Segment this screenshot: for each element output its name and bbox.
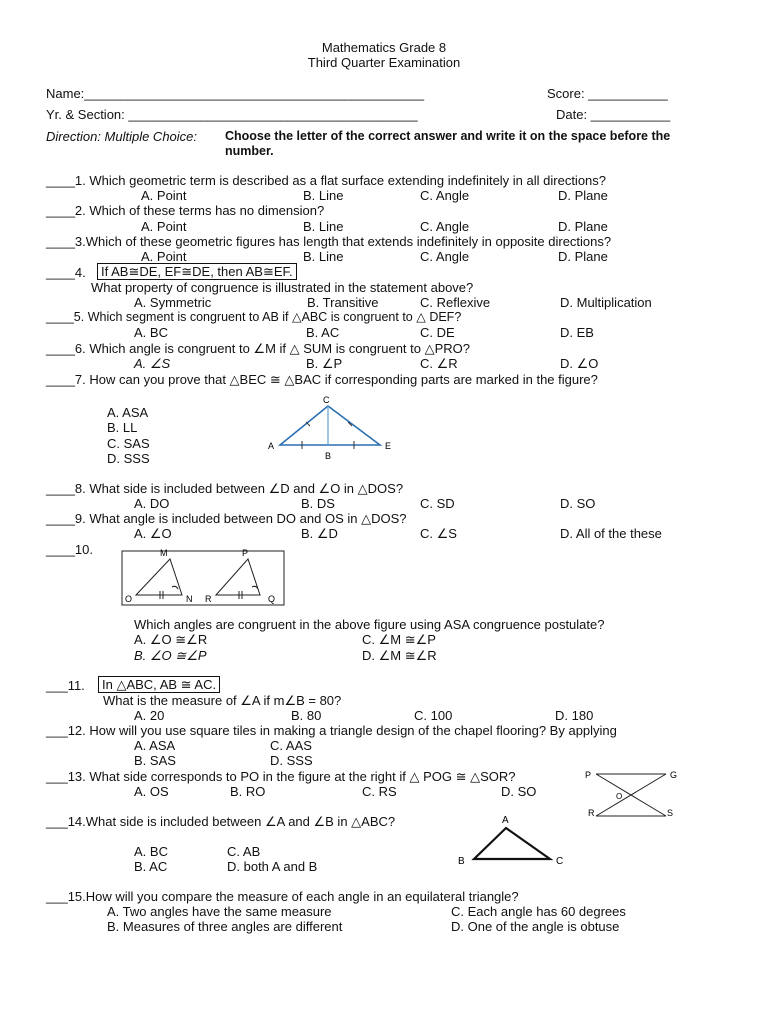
q7-choice-b: B. LL bbox=[107, 420, 138, 435]
direction-label: Direction: Multiple Choice: bbox=[46, 129, 198, 144]
q13-choice-a: A. OS bbox=[134, 784, 169, 799]
q13-label-p: P bbox=[585, 770, 592, 780]
q11-stem: What is the measure of ∠A if m∠B = 80? bbox=[103, 693, 342, 708]
q10-stem: Which angles are congruent in the above figure using ASA congruence postulate? bbox=[134, 617, 605, 632]
exam-subtitle: Third Quarter Examination bbox=[307, 55, 461, 70]
q3-choice-c: C. Angle bbox=[420, 249, 470, 264]
q7-stem: ____7. How can you prove that △BEC ≅ △BAC if corresponding parts are marked in the figure? bbox=[46, 372, 598, 387]
q10-choice-a: A. ∠O ≅∠R bbox=[134, 632, 208, 647]
q12-choice-c: C. AAS bbox=[270, 738, 312, 753]
q6-choice-d: D. ∠O bbox=[560, 356, 599, 371]
q10-choice-d: D. ∠M ≅∠R bbox=[362, 648, 437, 663]
score-field: Score: ___________ bbox=[547, 86, 668, 101]
section-field: Yr. & Section: ________________________________________ bbox=[46, 107, 418, 122]
q15-choice-b: B. Measures of three angles are different bbox=[107, 919, 343, 934]
q4-choice-a: A. Symmetric bbox=[134, 295, 212, 310]
q6-choice-a: A. ∠S bbox=[134, 356, 171, 371]
q14-label-a: A bbox=[502, 815, 509, 826]
q11-choice-a: A. 20 bbox=[134, 708, 165, 723]
q6-choice-b: B. ∠P bbox=[306, 356, 343, 371]
q14-choice-d: D. both A and B bbox=[227, 859, 318, 874]
q3-stem: ____3.Which of these geometric figures has length that extends indefinitely in opposite directions? bbox=[46, 234, 612, 249]
q4-statement-box: If AB≅DE, EF≅DE, then AB≅EF. bbox=[97, 263, 297, 280]
q14-choice-c: C. AB bbox=[227, 844, 261, 859]
q7-triangle-figure bbox=[262, 393, 402, 465]
q10-label-m: M bbox=[160, 548, 168, 558]
q5-stem: ____5. Which segment is congruent to AB if △ABC is congruent to △ DEF? bbox=[46, 310, 462, 324]
q15-choice-a: A. Two angles have the same measure bbox=[107, 904, 332, 919]
name-field: Name:_______________________________________________ bbox=[46, 86, 425, 101]
q10-choice-b: B. ∠O ≅∠P bbox=[134, 648, 207, 663]
q11-statement-box: In △ABC, AB ≅ AC. bbox=[98, 676, 220, 693]
q5-choice-d: D. EB bbox=[560, 325, 594, 340]
q13-choice-d: D. SO bbox=[501, 784, 537, 799]
q15-choice-c: C. Each angle has 60 degrees bbox=[451, 904, 626, 919]
q7-choice-c: C. SAS bbox=[107, 436, 150, 451]
q12-choice-a: A. ASA bbox=[134, 738, 176, 753]
q14-choice-a: A. BC bbox=[134, 844, 168, 859]
q13-choice-b: B. RO bbox=[230, 784, 266, 799]
q10-choice-c: C. ∠M ≅∠P bbox=[362, 632, 436, 647]
q13-label-r: R bbox=[588, 808, 595, 818]
q4-choice-c: C. Reflexive bbox=[420, 295, 491, 310]
q7-label-c: C bbox=[323, 395, 330, 405]
q9-choice-b: B. ∠D bbox=[301, 526, 338, 541]
q13-label-o: O bbox=[616, 792, 623, 801]
q5-choice-c: C. DE bbox=[420, 325, 455, 340]
q13-label-g: G bbox=[670, 770, 678, 780]
q8-stem: ____8. What side is included between ∠D and ∠O in △DOS? bbox=[46, 481, 404, 496]
q2-choice-a: A. Point bbox=[141, 219, 187, 234]
q12-stem: ___12. How will you use square tiles in making a triangle design of the chapel flooring? By applying bbox=[46, 723, 617, 738]
q6-choice-c: C. ∠R bbox=[420, 356, 458, 371]
q1-choice-b: B. Line bbox=[303, 188, 344, 203]
q7-label-e: E bbox=[385, 441, 392, 451]
q3-choice-a: A. Point bbox=[141, 249, 187, 264]
q3-choice-b: B. Line bbox=[303, 249, 344, 264]
q4-stem: What property of congruence is illustrated in the statement above? bbox=[91, 280, 474, 295]
q1-choice-d: D. Plane bbox=[558, 188, 608, 203]
q10-number: ____10. bbox=[46, 542, 93, 557]
q13-choice-c: C. RS bbox=[362, 784, 397, 799]
q6-stem: ____6. Which angle is congruent to ∠M if △ SUM is congruent to △PRO? bbox=[46, 341, 471, 356]
q9-choice-c: C. ∠S bbox=[420, 526, 457, 541]
q10-label-p: P bbox=[242, 548, 249, 558]
q4-choice-d: D. Multiplication bbox=[560, 295, 652, 310]
q8-choice-c: C. SD bbox=[420, 496, 455, 511]
q11-choice-c: C. 100 bbox=[414, 708, 453, 723]
q2-choice-b: B. Line bbox=[303, 219, 344, 234]
q10-label-r: R bbox=[205, 594, 212, 604]
q12-choice-b: B. SAS bbox=[134, 753, 176, 768]
q14-triangle-figure bbox=[456, 812, 576, 870]
q2-stem: ____2. Which of these terms has no dimension? bbox=[46, 203, 325, 218]
direction-text-line1: Choose the letter of the correct answer and write it on the space before the bbox=[225, 129, 671, 143]
q13-stem: ___13. What side corresponds to PO in the figure at the right if △ POG ≅ △SOR? bbox=[46, 769, 516, 784]
q14-label-c: C bbox=[556, 856, 564, 867]
q1-choice-c: C. Angle bbox=[420, 188, 470, 203]
q9-choice-a: A. ∠O bbox=[134, 526, 172, 541]
q8-choice-d: D. SO bbox=[560, 496, 596, 511]
q4-choice-b: B. Transitive bbox=[307, 295, 379, 310]
q11-number: ___11. bbox=[46, 678, 85, 693]
q3-choice-d: D. Plane bbox=[558, 249, 608, 264]
q11-choice-b: B. 80 bbox=[291, 708, 322, 723]
direction-text-line2: number. bbox=[225, 144, 274, 158]
q10-label-n: N bbox=[186, 594, 193, 604]
q2-choice-d: D. Plane bbox=[558, 219, 608, 234]
q7-label-a: A bbox=[268, 441, 275, 451]
q1-choice-a: A. Point bbox=[141, 188, 187, 203]
q12-choice-d: D. SSS bbox=[270, 753, 313, 768]
q14-stem: ___14.What side is included between ∠A and ∠B in △ABC? bbox=[46, 814, 396, 829]
q10-label-q: Q bbox=[268, 594, 276, 604]
q7-choice-a: A. ASA bbox=[107, 405, 149, 420]
q1-stem: ____1. Which geometric term is described as a flat surface extending indefinitely in all directions? bbox=[46, 173, 607, 188]
q5-choice-a: A. BC bbox=[134, 325, 168, 340]
q2-choice-c: C. Angle bbox=[420, 219, 470, 234]
q9-choice-d: D. All of the these bbox=[560, 526, 662, 541]
q8-choice-a: A. DO bbox=[134, 496, 170, 511]
q4-number: ____4. bbox=[46, 265, 86, 280]
q10-triangles-figure bbox=[120, 545, 288, 607]
q13-figure bbox=[584, 764, 684, 822]
date-field: Date: ___________ bbox=[556, 107, 671, 122]
q9-stem: ____9. What angle is included between DO and OS in △DOS? bbox=[46, 511, 407, 526]
q7-choice-d: D. SSS bbox=[107, 451, 150, 466]
q11-choice-d: D. 180 bbox=[555, 708, 594, 723]
q14-choice-b: B. AC bbox=[134, 859, 168, 874]
q7-label-b: B bbox=[325, 451, 332, 461]
q10-label-o: O bbox=[125, 594, 133, 604]
exam-title: Mathematics Grade 8 bbox=[321, 40, 447, 55]
q5-choice-b: B. AC bbox=[306, 325, 340, 340]
q15-stem: ___15.How will you compare the measure of each angle in an equilateral triangle? bbox=[46, 889, 519, 904]
q8-choice-b: B. DS bbox=[301, 496, 335, 511]
q13-label-s: S bbox=[667, 808, 674, 818]
q14-label-b: B bbox=[458, 856, 465, 867]
q15-choice-d: D. One of the angle is obtuse bbox=[451, 919, 620, 934]
